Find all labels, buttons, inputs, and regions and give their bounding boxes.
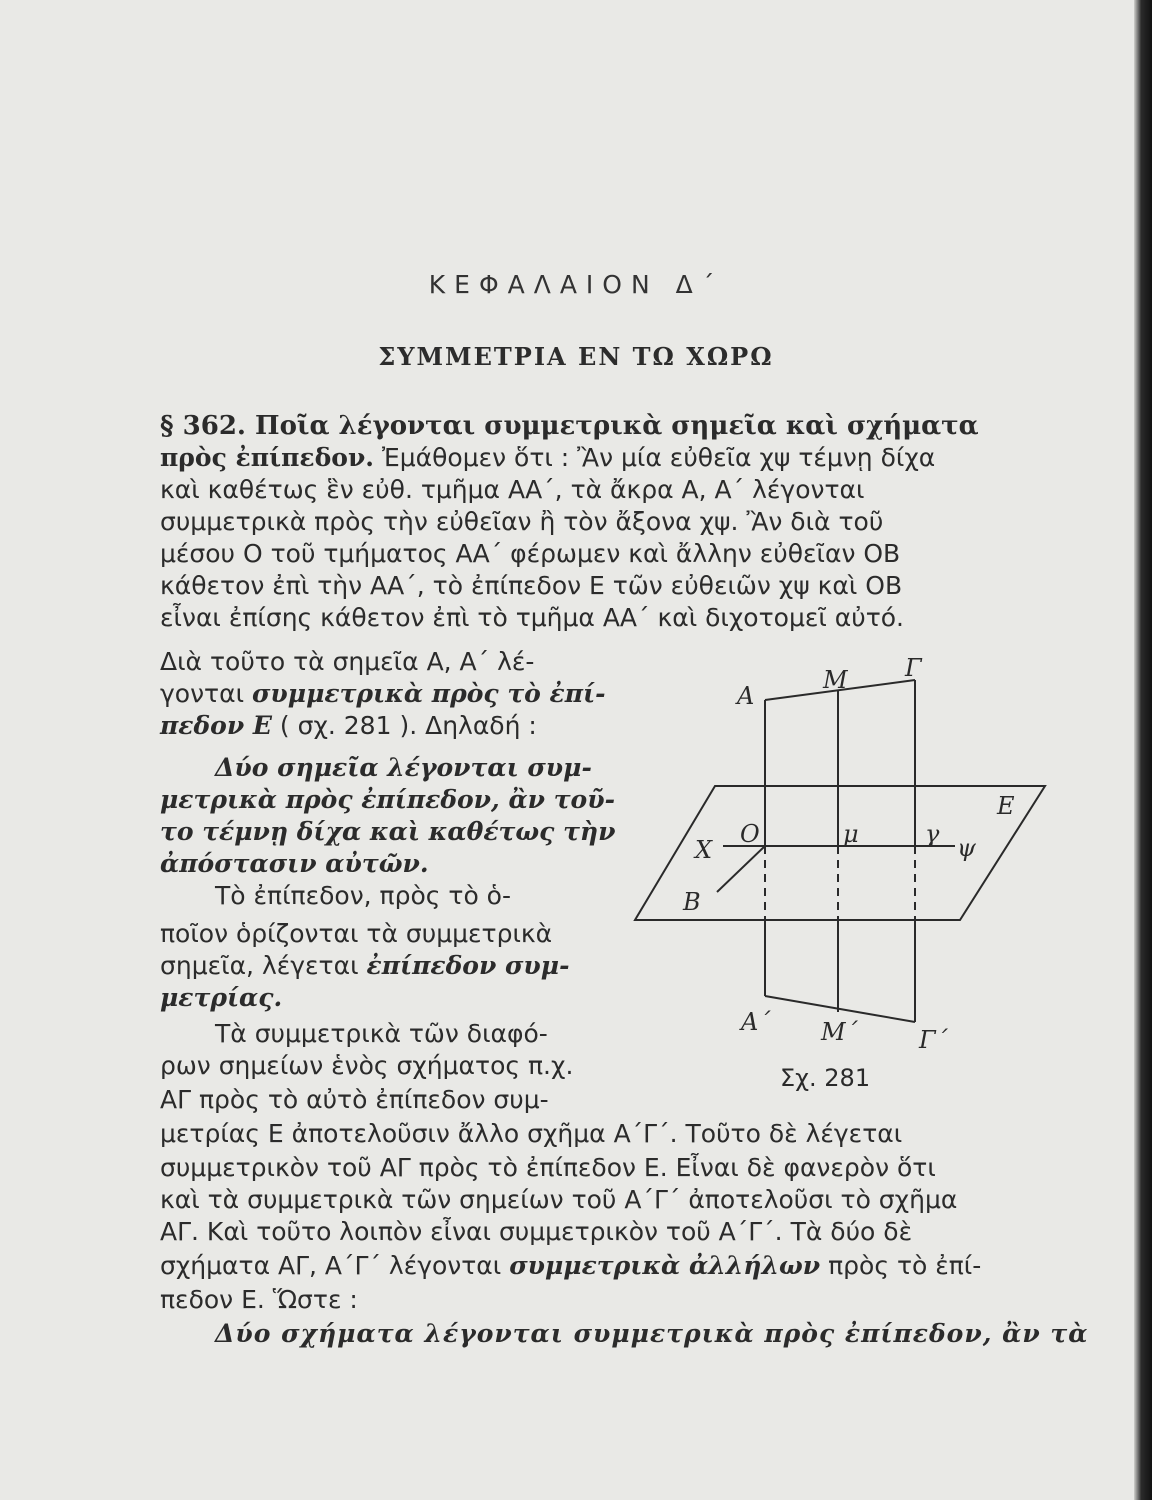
text-line [160,1050,573,1082]
text-line [160,1284,358,1316]
text-run: μετρίας Ε ἀποτελοῦσιν ἄλλο σχῆμα Α΄Γ΄. Τοῦτο δὲ λέγεται [160,1119,903,1148]
label-g-prime: Γ΄ [919,1026,948,1054]
text-run: ΑΓ πρὸς τὸ αὐτὸ ἐπίπεδον συμ- [160,1085,549,1114]
label-b: Β [683,888,701,916]
label-x: Χ [695,836,713,864]
definition-line [160,816,615,848]
label-psi: ψ [957,834,976,862]
text-run: Τὰ συμμετρικὰ τῶν διαφό- [215,1019,548,1048]
text-run: ρων σημείων ἑνὸς σχήματος π.χ. [160,1051,574,1080]
label-m: Μ [823,666,848,694]
text-line [160,918,552,950]
text-line [160,982,282,1014]
text-line [160,1084,549,1116]
text-run: σχήματα ΑΓ, Α΄Γ΄ λέγονται [160,1251,510,1280]
text-line [160,442,935,474]
figure-caption: Σχ. 281 [780,1064,871,1092]
label-gamma: γ [925,820,940,848]
definition-line [160,848,429,880]
segment-ob [717,846,765,892]
definition-text: Δύο σημεῖα λέγονται συμ- [215,753,592,782]
definition-text: ἀπόστασιν αὐτῶν. [160,849,429,878]
text-line [160,602,1072,634]
geometry-diagram [625,640,1065,1080]
text-run: ΑΓ. Καὶ τοῦτο λοιπὸν εἶναι συμμετρικὸν τοῦ Α΄Γ΄. Τὰ δύο δὲ [160,1217,913,1246]
text-line [160,410,1072,442]
emphasis-run: μετρίας. [160,983,283,1012]
text-line [160,538,1072,570]
label-o: Ο [740,820,760,848]
label-e: Ε [997,792,1015,820]
label-g: Γ [905,654,922,682]
figure-281 [625,640,1065,1080]
text-line [160,710,537,742]
definition-line [215,752,592,784]
text-run: Τὸ ἐπίπεδον, πρὸς τὸ ὁ- [215,881,511,910]
text-run: συμμετρικὰ πρὸς τὴν εὐθεῖαν ἢ τὸν ἄξονα χψ. Ἂν διὰ τοῦ [160,507,884,536]
text-line [160,1152,1072,1184]
text-line [160,570,1072,602]
text-run: συμμετρικὸν τοῦ ΑΓ πρὸς τὸ ἐπίπεδον Ε. Εἶναι δὲ φανερὸν ὅτι [160,1153,936,1182]
text-run: καὶ τὰ συμμετρικὰ τῶν σημείων τοῦ Α΄Γ΄ ἀποτελοῦσι τὸ σχῆμα [160,1185,958,1214]
text-line [160,678,606,710]
label-m-prime: Μ΄ [821,1018,858,1046]
text-run: σημεῖα, λέγεται [160,951,367,980]
label-a-prime: Α΄ [741,1008,771,1036]
emphasis-run: πεδον Ε [160,711,272,740]
text-run: ποῖον ὁρίζονται τὰ συμμετρικὰ [160,919,553,948]
text-run: Ἐμάθομεν ὅτι : Ἂν μία εὐθεῖα χψ τέμνῃ δίχα [374,443,936,472]
definition-line [160,784,615,816]
text-line [215,1018,548,1050]
section-heading: § 362. Ποῖα λέγονται συμμετρικὰ σημεῖα καὶ σχήματα [160,411,979,441]
definition-line [215,1318,1088,1350]
chapter-heading: ΚΕΦΑΛΑΙΟΝ Δ΄ [428,270,724,299]
text-run: καὶ καθέτως ἓν εὐθ. τμῆμα ΑΑ΄, τὰ ἄκρα Α, Α΄ λέγονται [160,475,865,504]
section-heading-end: πρὸς ἐπίπεδον. [160,443,375,472]
text-run: πεδον Ε. Ὥστε : [160,1285,358,1314]
text-run: μέσου Ο τοῦ τμήματος ΑΑ΄ φέρωμεν καὶ ἄλλην εὐθεῖαν ΟΒ [160,539,901,568]
text-line [160,1184,1072,1216]
definition-text: μετρικὰ πρὸς ἐπίπεδον, ἂν τοῦ- [160,785,615,814]
emphasis-run: ἐπίπεδον συμ- [366,951,570,980]
label-mu: μ [843,820,859,848]
text-run: ( σχ. 281 ). Δηλαδή : [271,711,537,740]
definition-text: Δύο σχήματα λέγονται συμμετρικὰ πρὸς ἐπίπεδον, ἂν τὰ [215,1319,1089,1348]
definition-text: το τέμνῃ δίχα καὶ καθέτως τὴν [160,817,616,846]
book-spine-edge [1134,0,1152,1500]
text-run: γονται [160,679,252,708]
text-run: κάθετον ἐπὶ τὴν ΑΑ΄, τὸ ἐπίπεδον Ε τῶν εὐθειῶν χψ καὶ ΟΒ [160,571,903,600]
text-line [160,474,1072,506]
text-run: Διὰ τοῦτο τὰ σημεῖα Α, Α΄ λέ- [160,647,535,676]
text-run: πρὸς τὸ ἐπί- [820,1251,982,1280]
text-line [160,1118,1072,1150]
emphasis-run: συμμετρικὰ ἀλλήλων [509,1251,821,1280]
emphasis-run: συμμετρικὰ πρὸς τὸ ἐπί- [252,679,606,708]
text-line [160,950,569,982]
text-line [215,880,511,912]
text-line [160,1216,1072,1248]
text-line [160,1250,981,1282]
label-a: Α [737,682,755,710]
text-line [160,506,1072,538]
section-title: ΣΥΜΜΕΤΡΙΑ ΕΝ ΤΩ ΧΩΡΩ [378,342,774,371]
text-line [160,646,534,678]
text-run: εἶναι ἐπίσης κάθετον ἐπὶ τὸ τμῆμα ΑΑ΄ καὶ διχοτομεῖ αὐτό. [160,603,905,632]
